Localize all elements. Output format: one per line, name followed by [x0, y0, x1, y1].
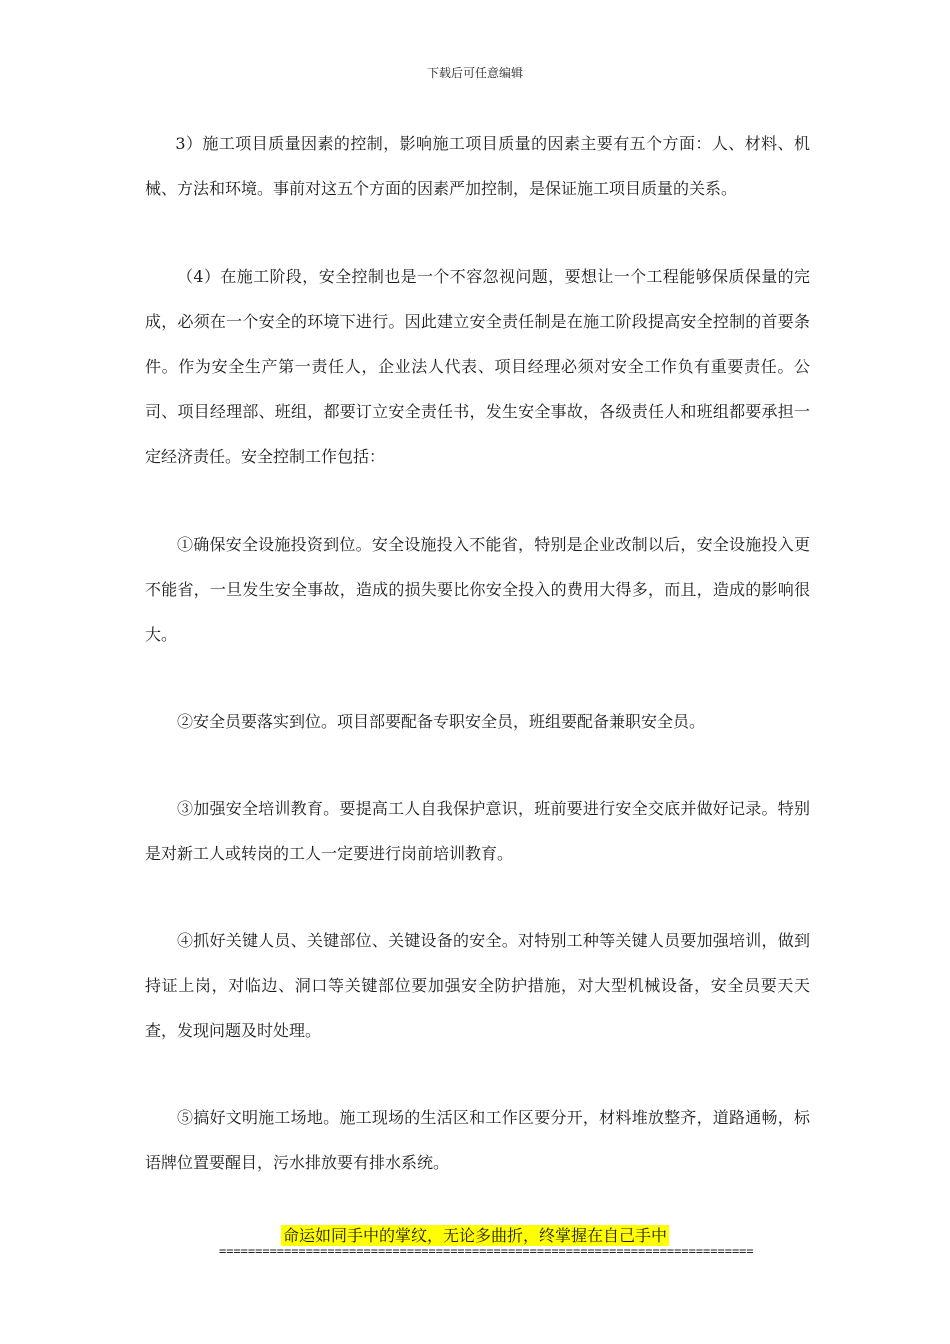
paragraph-safety-control: （4）在施工阶段，安全控制也是一个不容忽视问题，要想让一个工程能够保质保量的完成，必须在一个安全的环境下进行。因此建立安全责任制是在施工阶段提高安全控制的首要条件。作为安全生产第一责任人，企业法人代表、项目经理必须对安全工作负有重要责任。公司、项目经理部、班组，都要订立安全责任书，发生安全事故，各级责任人和班组都要承担一定经济责任。安全控制工作包括：	[145, 267, 810, 466]
document-body	[145, 121, 810, 1185]
footer-divider: ==========================================================================	[219, 1244, 754, 1258]
paragraph-safety-training: ③加强安全培训教育。要提高工人自我保护意识，班前要进行安全交底并做好记录。特别是对新工人或转岗的工人一定要进行岗前培训教育。	[145, 799, 810, 863]
footer-motto-text: 命运如同手中的掌纹，无论多曲折，终掌握在自己手中	[282, 1226, 667, 1245]
paragraph-gap	[145, 479, 810, 522]
paragraph-key-safety: ④抓好关键人员、关键部位、关键设备的安全。对特别工种等关键人员要加强培训，做到持证上岗，对临边、洞口等关键部位要加强安全防护措施，对大型机械设备，安全员要天天查，发现问题及时处理。	[145, 931, 810, 1040]
paragraph-safety-officer: ②安全员要落实到位。项目部要配备专职安全员，班组要配备兼职安全员。	[177, 712, 706, 731]
paragraph-gap	[145, 211, 810, 254]
paragraph-gap	[145, 744, 810, 786]
paragraph-safety-investment: ①确保安全设施投资到位。安全设施投入不能省，特别是企业改制以后，安全设施投入更不能省，一旦发生安全事故，造成的损失要比你安全投入的费用大得多，而且，造成的影响很大。	[145, 535, 810, 644]
paragraph-gap	[145, 876, 810, 918]
paragraph-gap	[145, 1053, 810, 1095]
paragraph-civilized-site: ⑤搞好文明施工场地。施工现场的生活区和工作区要分开，材料堆放整齐，道路通畅，标语牌位置要醒目，污水排放要有排水系统。	[145, 1108, 810, 1172]
header-note: 下载后可任意编辑	[426, 66, 523, 80]
paragraph-quality-factors: 3）施工项目质量因素的控制，影响施工项目质量的因素主要有五个方面：人、材料、机械、方法和环境。事前对这五个方面的因素严加控制，是保证施工项目质量的关系。	[145, 134, 810, 198]
paragraph-gap	[145, 657, 810, 699]
